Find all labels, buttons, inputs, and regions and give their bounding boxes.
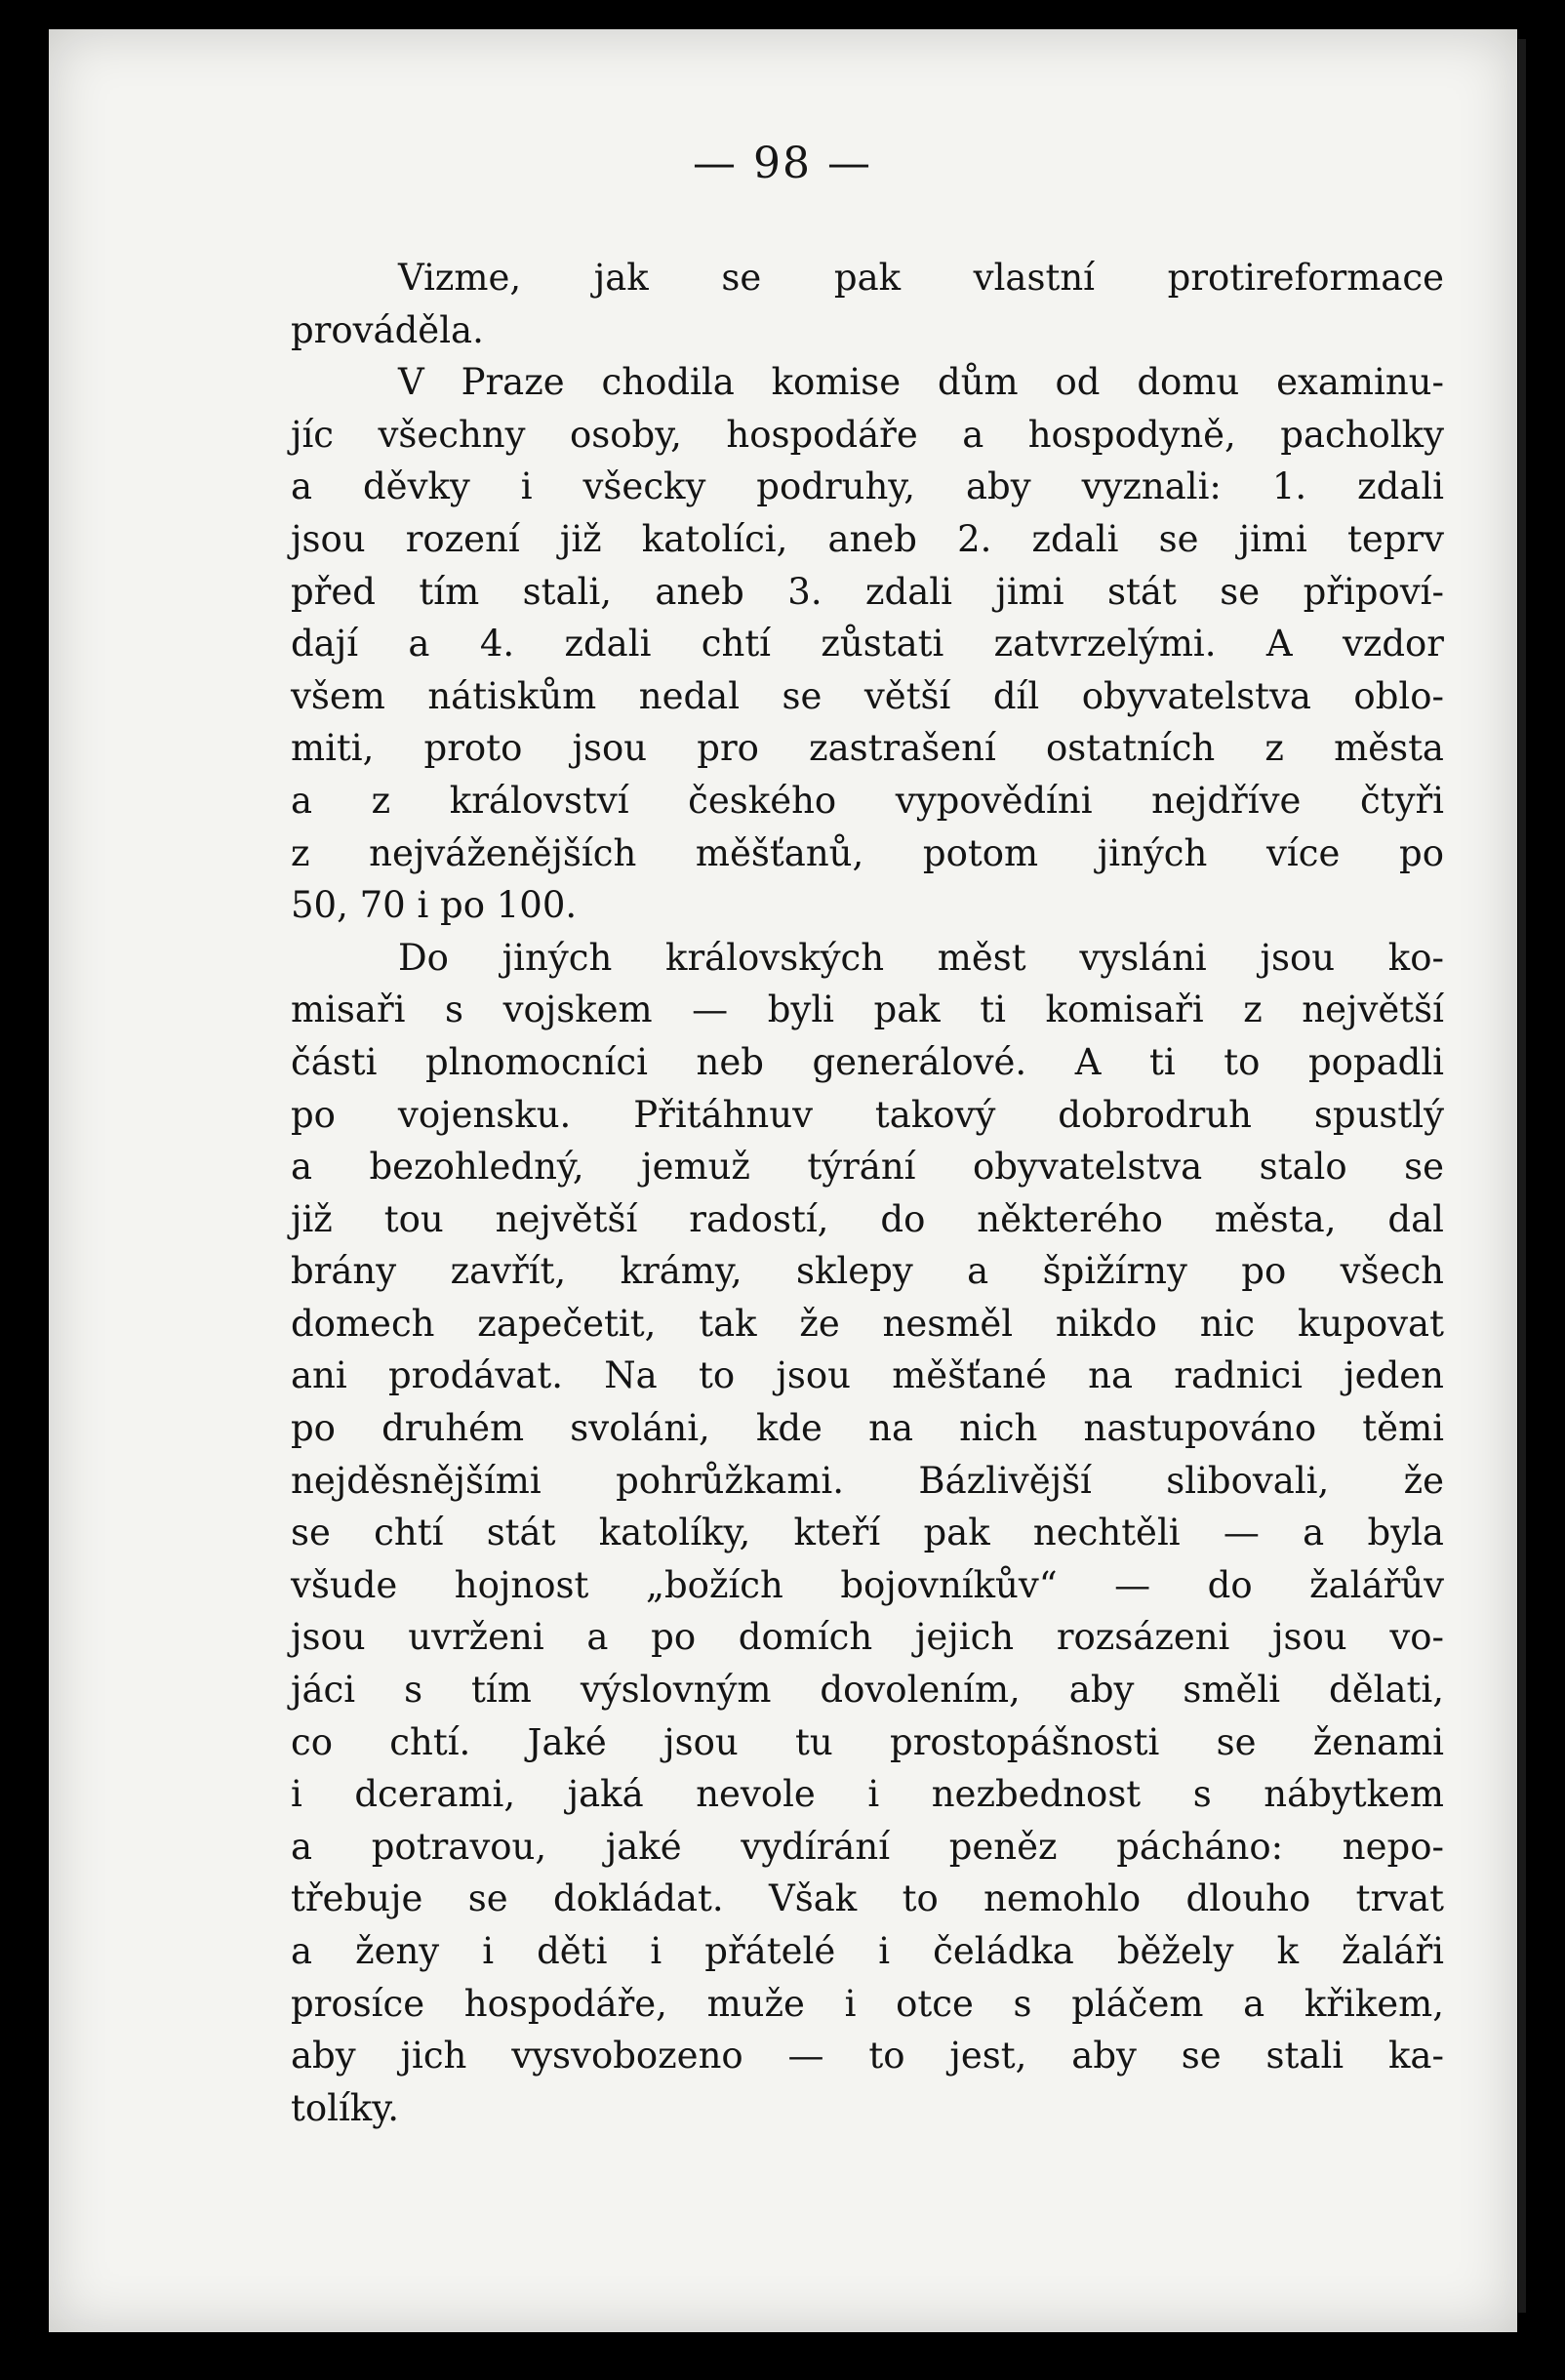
text-line: třebuje se dokládat. Však to nemohlo dlouho trvat [291,1877,1444,1920]
text-line: V Praze chodila komise dům od domu examinu- [398,361,1444,404]
text-line: miti, proto jsou pro zastrašení ostatních z města [291,727,1444,770]
text-line: co chtí. Jaké jsou tu prostopášnosti se ženami [291,1720,1444,1763]
text-line: tolíky. [291,2086,399,2129]
text-line: z nejváženějších měšťanů, potom jiných více po [291,831,1444,874]
text-line: prosíce hospodáře, muže i otce s pláčem a křikem, [291,1982,1444,2025]
text-line: brány zavřít, krámy, sklepy a špižírny po všech [291,1250,1444,1293]
text-line: misaři s vojskem — byli pak ti komisaři z největší [291,988,1444,1031]
text-line: jíc všechny osoby, hospodáře a hospodyně, pacholky [291,413,1444,456]
text-line: a potravou, jaké vydírání peněz pácháno: nepo- [291,1825,1444,1868]
text-line: ani prodávat. Na to jsou měšťané na radnici jeden [291,1354,1444,1397]
text-line: Do jiných královských měst vysláni jsou ko- [398,936,1444,979]
text-line: se chtí stát katolíky, kteří pak nechtěli — a byla [291,1512,1444,1554]
text-line: jsou rození již katolíci, aneb 2. zdali se jimi teprv [291,517,1444,560]
text-line: a z království českého vypovědíni nejdříve čtyři [291,779,1444,822]
text-line: prováděla. [291,308,484,351]
text-line: po vojensku. Přitáhnuv takový dobrodruh spustlý [291,1093,1444,1136]
text-line: domech zapečetit, tak že nesměl nikdo nic kupovat [291,1302,1444,1345]
text-line: již tou největší radostí, do některého města, dal [291,1197,1444,1240]
text-line: aby jich vysvobozeno — to jest, aby se stali ka- [291,2035,1444,2077]
text-line: a ženy i děti i přátelé i čeládka běžely k žaláři [291,1930,1444,1972]
text-line: a bezohledný, jemuž týrání obyvatelstva stalo se [291,1146,1444,1189]
text-line: jáci s tím výslovným dovolením, aby směli dělati, [291,1669,1444,1712]
text-line: po druhém svoláni, kde na nich nastupováno těmi [291,1407,1444,1450]
text-line: 50, 70 i po 100. [291,884,578,927]
text-line: a děvky i všecky podruhy, aby vyznali: 1. zdali [291,465,1444,508]
text-line: všude hojnost „božích bojovníkův“ — do žalářův [291,1563,1444,1606]
text-line: dají a 4. zdali chtí zůstati zatvrzelými. A vzdor [291,623,1444,666]
text-line: části plnomocníci neb generálové. A ti to popadli [291,1040,1444,1083]
text-line: i dcerami, jaká nevole i nezbednost s nábytkem [291,1773,1444,1816]
text-line: před tím stali, aneb 3. zdali jimi stát se připoví- [291,570,1444,613]
text-line: jsou uvrženi a po domích jejich rozsázeni jsou vo- [291,1616,1444,1659]
page-number: — 98 — [693,139,872,188]
page-edge-shadow [1518,39,1526,2313]
text-line: všem nátiskům nedal se větší díl obyvatelstva oblo- [291,674,1444,717]
text-line: Vizme, jak se pak vlastní protireformace [398,257,1444,299]
body-text [291,252,1444,2134]
text-line: nejděsnějšími pohrůžkami. Bázlivější slibovali, že [291,1459,1444,1502]
